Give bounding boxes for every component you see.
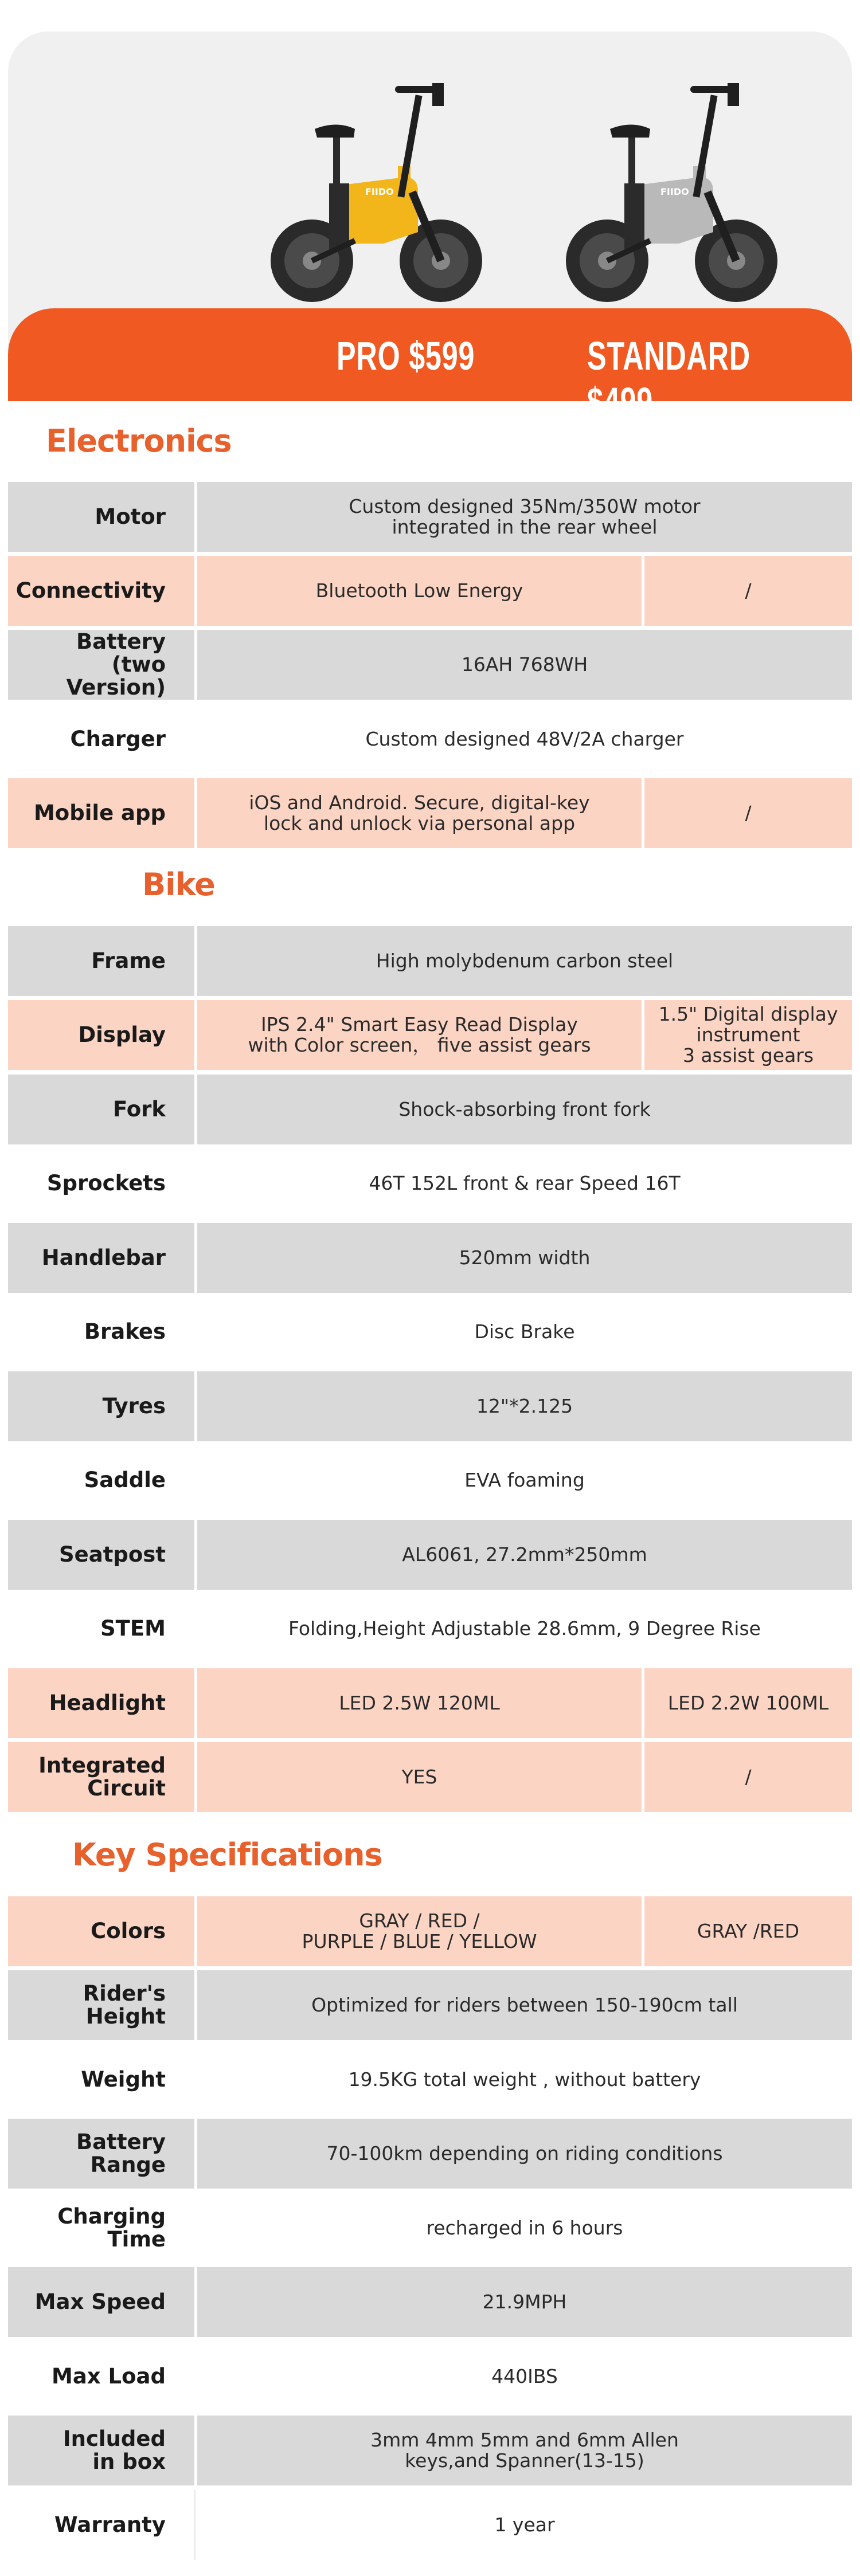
spec-label: Integrated Circuit [38, 1753, 166, 1801]
spec-value: 46T 152L front & rear Speed 16T [369, 1172, 681, 1194]
section-title-electronics: Electronics [46, 423, 232, 459]
standard-price: STANDARD $499 [587, 334, 750, 424]
spec-label: Tyres [102, 1394, 166, 1418]
spec-label: Colors [91, 1919, 166, 1943]
spec-value: Disc Brake [474, 1320, 575, 1343]
spec-label: Brakes [84, 1319, 166, 1344]
spec-row-saddle [8, 1445, 852, 1515]
gray-bike-image [564, 72, 782, 312]
spec-label: Weight [81, 2067, 166, 2092]
spec-value: EVA foaming [464, 1469, 585, 1491]
spec-label: Sprockets [46, 1171, 166, 1195]
spec-row-rider-height [8, 1970, 852, 2040]
spec-value: Folding,Height Adjustable 28.6mm, 9 Degree Rise [288, 1617, 761, 1640]
price-band [8, 308, 852, 424]
spec-value: Custom designed 35Nm/350W motor integrated in the rear wheel [349, 495, 701, 538]
spec-row-seatpost [8, 1520, 852, 1590]
spec-row-handlebar [8, 1223, 852, 1293]
spec-label: STEM [100, 1616, 166, 1641]
spec-value: 3mm 4mm 5mm and 6mm Allen keys,and Spanner(13-15) [370, 2429, 679, 2472]
spec-label: Battery Range [76, 2130, 166, 2177]
spec-label: Motor [95, 504, 166, 529]
spec-row-brakes [8, 1297, 852, 1367]
spec-label: Mobile app [33, 801, 166, 825]
spec-row-battery [8, 630, 852, 700]
spec-row-battery-range [8, 2119, 852, 2189]
spec-value: 12"*2.125 [476, 1395, 573, 1417]
spec-value: 16AH 768WH [461, 653, 588, 676]
spec-row-sprockets [8, 1148, 852, 1218]
spec-row-max-speed [8, 2267, 852, 2337]
spec-row-mobile-app [8, 778, 852, 848]
spec-value: Optimized for riders between 150-190cm tall [311, 1994, 738, 2016]
section-title-bike: Bike [142, 866, 215, 903]
hero-banner [8, 32, 852, 424]
spec-label: Display [78, 1022, 166, 1047]
spec-row-warranty [8, 2490, 852, 2560]
spec-value: 21.9MPH [482, 2291, 567, 2313]
spec-value-pro: YES [401, 1766, 437, 1788]
section-title-key-specifications: Key Specifications [72, 1837, 382, 1873]
spec-row-charger [8, 704, 852, 774]
spec-label: Rider's Height [83, 1981, 166, 2029]
spec-row-fork [8, 1075, 852, 1144]
spec-row-display [8, 1000, 852, 1070]
spec-row-stem [8, 1594, 852, 1664]
spec-value: 1 year [494, 2514, 555, 2536]
spec-value-pro: LED 2.5W 120ML [339, 1692, 500, 1714]
spec-label: Connectivity [15, 578, 166, 603]
spec-value-pro: Bluetooth Low Energy [315, 579, 523, 602]
spec-value: AL6061, 27.2mm*250mm [402, 1543, 647, 1566]
spec-label: Headlight [49, 1691, 166, 1715]
spec-label: Max Load [52, 2364, 166, 2389]
spec-value-standard: / [745, 1766, 752, 1788]
spec-row-weight [8, 2045, 852, 2115]
spec-row-colors [8, 1896, 852, 1966]
yellow-bike-image [269, 72, 487, 312]
spec-value-standard: 1.5" Digital display instrument 3 assist gears [658, 1003, 838, 1067]
spec-row-frame [8, 926, 852, 996]
spec-value-pro: GRAY / RED / PURPLE / BLUE / YELLOW [302, 1910, 537, 1952]
spec-row-headlight [8, 1668, 852, 1738]
spec-value: 520mm width [459, 1246, 591, 1269]
spec-row-tyres [8, 1371, 852, 1441]
spec-label: Fork [112, 1097, 166, 1122]
spec-value-pro: iOS and Android. Secure, digital-key lock and unlock via personal app [249, 791, 590, 834]
spec-value-standard: LED 2.2W 100ML [667, 1692, 829, 1714]
spec-value: 70-100km depending on riding conditions [326, 2142, 723, 2165]
spec-label: Warranty [54, 2512, 166, 2537]
spec-label: Charger [70, 727, 166, 751]
spec-label: Frame [91, 948, 166, 973]
spec-row-motor [8, 482, 852, 552]
spec-row-included-in-box [8, 2416, 852, 2485]
spec-value-standard: GRAY /RED [697, 1920, 800, 1942]
spec-label: Battery (two Version) [66, 629, 166, 700]
bike-logo-text: FIIDO [365, 186, 394, 197]
spec-value: 19.5KG total weight , without battery [348, 2068, 701, 2091]
spec-value: High molybdenum carbon steel [376, 950, 674, 972]
spec-label: Max Speed [34, 2289, 166, 2314]
spec-row-charging-time [8, 2193, 852, 2263]
bike-logo-text: FIIDO [660, 186, 689, 197]
spec-label: Included in box [62, 2426, 166, 2474]
spec-value-pro: IPS 2.4" Smart Easy Read Display with Color screen， five assist gears [248, 1013, 591, 1056]
spec-label: Handlebar [41, 1245, 166, 1270]
spec-label: Saddle [84, 1468, 166, 1492]
spec-row-max-load [8, 2342, 852, 2412]
spec-value: 440IBS [491, 2365, 558, 2387]
spec-label: Charging Time [57, 2204, 166, 2252]
spec-label: Seatpost [58, 1542, 166, 1567]
spec-row-connectivity [8, 556, 852, 626]
spec-row-integrated-circuit [8, 1742, 852, 1812]
pro-price: PRO $599 [337, 334, 475, 378]
spec-value-standard: / [745, 579, 752, 602]
spec-value: Shock-absorbing front fork [398, 1098, 651, 1120]
spec-value: Custom designed 48V/2A charger [365, 728, 684, 750]
spec-value-standard: / [745, 802, 752, 824]
spec-value: recharged in 6 hours [426, 2217, 623, 2239]
